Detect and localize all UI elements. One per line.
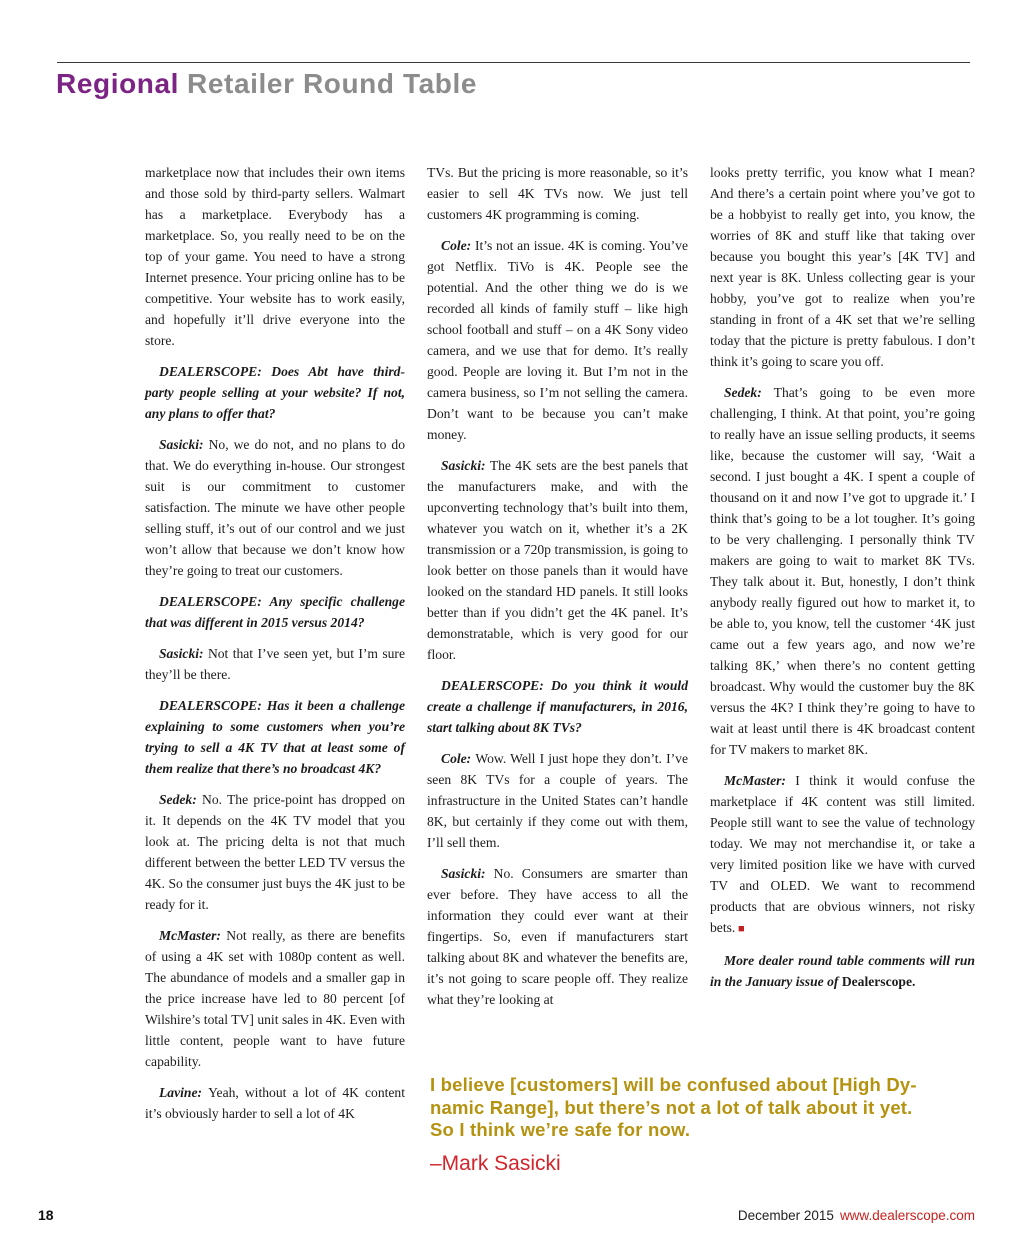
page-title: [56, 68, 477, 100]
speaker-label: McMaster:: [159, 928, 227, 943]
paragraph: Lavine: Yeah, without a lot of 4K content it’s obviously harder to sell a lot of 4K: [145, 1085, 405, 1121]
paragraph: Sasicki: No. Consumers are smarter than ever before. They have access to all the information they could ever want at their fingertips. So, even if manufacturers start talking about 8K and whatever the benefits are, it’s not going to scare people off. They realize what they’re looking at: [427, 866, 688, 1007]
pull-quote-attribution: –Mark Sasicki: [430, 1152, 561, 1175]
speaker-label: Sasicki:: [159, 646, 208, 661]
paragraph: McMaster: I think it would confuse the marketplace if 4K content was still limited. People still want to see the value of technology today. We may not merchandise it, or take a very limited position like we have with curved TV and OLED. We want to recommend products that are obvious winners, not risky bets. ■: [710, 773, 975, 935]
page-title-rest: Retailer Round Table: [187, 68, 478, 99]
speaker-label: Sedek:: [159, 792, 202, 807]
pull-quote: I believe [customers] will be confused about [High Dy- namic Range], but there’s not a lot of talk about it yet. So I think we’re safe for now.: [430, 1074, 917, 1140]
publication-name: Dealerscope.: [841, 974, 916, 989]
speaker-label: McMaster:: [724, 773, 796, 788]
speaker-label: DEALERSCOPE:: [159, 594, 270, 609]
paragraph: More dealer round table comments will run in the January issue of Dealerscope.: [710, 953, 975, 989]
text-column-2: [427, 162, 688, 1020]
speaker-label: Sasicki:: [441, 866, 494, 881]
speaker-label: Lavine:: [159, 1085, 209, 1100]
footer: [738, 1208, 975, 1223]
speaker-label: DEALERSCOPE:: [441, 678, 551, 693]
speaker-label: Sedek:: [724, 385, 774, 400]
paragraph: Sedek: No. The price-point has dropped on it. It depends on the 4K TV model that you look at. The pricing delta is not that much different between the better LED TV versus the 4K. So the consumer just buys the 4K just to be ready for it.: [145, 792, 405, 912]
paragraph: DEALERSCOPE: Has it been a challenge explaining to some customers when you’re trying to sell a 4K TV that at least some of them realize that there’s no broadcast 4K?: [145, 698, 405, 776]
paragraph: DEALERSCOPE: Any specific challenge that was different in 2015 versus 2014?: [145, 594, 405, 630]
footer-date: December 2015: [737, 1208, 834, 1223]
speaker-label: Sasicki:: [441, 458, 490, 473]
speaker-label: Cole:: [441, 238, 475, 253]
paragraph: Sedek: That’s going to be even more challenging, I think. At that point, you’re going to really have an issue selling products, it seems like, because the customer will say, ‘Wait a second. I just bought a 4K. I spent a couple of thousand on it and now I’ve got to upgrade it.’ I think that’s going to be a lot tougher. It’s going to be very challenging. I personally think TV makers are going to wait to market 8K TVs. They talk about it. But, honestly, I don’t think anybody really figured out how to market it, to be able to, you know, tell the customer ‘4K just came out a few years ago, and now we’re talking 8K,’ when there’s no content getting broadcast. Why would the customer buy the 8K versus the 4K? I think they’re going to have to wait at least until there is 4K broadcast content for TV makers to market 8K.: [710, 385, 975, 757]
paragraph: DEALERSCOPE: Do you think it would create a challenge if manufacturers, in 2016, start talking about 8K TVs?: [427, 678, 688, 735]
footer-link[interactable]: www.dealerscope.com: [839, 1208, 975, 1223]
paragraph: DEALERSCOPE: Does Abt have third-party people selling at your website? If not, any plans to offer that?: [145, 364, 405, 421]
text-column-1: [145, 162, 405, 1134]
page-title-accent: Regional: [56, 68, 180, 99]
speaker-label: Cole:: [441, 751, 476, 766]
text-column-3: [710, 162, 975, 1002]
header-rule: [57, 62, 970, 63]
paragraph: Sasicki: The 4K sets are the best panels that the manufacturers make, and with the upconverting technology that’s built into them, whatever you watch on it, whether it’s a 2K transmission or a 720p transmission, is going to look better on those panels than it would have looked on the standard HD panels. It still looks better than if you didn’t get the 4K panel. It’s demonstratable, which is very good for our floor.: [427, 458, 688, 662]
paragraph: looks pretty terrific, you know what I mean? And there’s a certain point where you’ve got to be a hobbyist to really get into, you know, the worries of 8K and stuff like that taking over because you bought this year’s [4K TV] and next year is 8K. Unless collecting gear is your hobby, you’ve got to realize when you’re standing in front of a 4K set that we’re selling today that the picture is pretty fabulous. I don’t think it’s going to scare you off.: [710, 165, 975, 369]
speaker-label: DEALERSCOPE:: [159, 364, 272, 379]
paragraph: Sasicki: Not that I’ve seen yet, but I’m sure they’ll be there.: [145, 646, 405, 682]
paragraph: marketplace now that includes their own items and those sold by third-party sellers. Walmart has a marketplace. Everybody has a marketplace. So, you really need to be on the top of your game. You need to have a strong Internet presence. Your pricing online has to be competitive. Your website has to work easily, and hopefully it’ll drive everyone into the store.: [145, 165, 405, 348]
speaker-label: DEALERSCOPE:: [159, 698, 267, 713]
paragraph: TVs. But the pricing is more reasonable, so it’s easier to sell 4K TVs now. We just tell customers 4K programming is coming.: [427, 165, 688, 222]
speaker-label: Sasicki:: [159, 437, 209, 452]
paragraph: Sasicki: No, we do not, and no plans to do that. We do everything in-house. Our strongest suit is our commitment to customer satisfaction. The minute we have other people selling stuff, it’s out of our control and we just won’t allow that because we don’t know how they’re going to treat our customers.: [145, 437, 405, 578]
end-of-article-icon: ■: [735, 923, 745, 935]
paragraph: Cole: Wow. Well I just hope they don’t. I’ve seen 8K TVs for a couple of years. The infrastructure in the United States can’t handle 8K, but certainly if they come out with them, I’ll sell them.: [427, 751, 688, 850]
page-number: 18: [38, 1207, 54, 1223]
paragraph: Cole: It’s not an issue. 4K is coming. You’ve got Netflix. TiVo is 4K. People see the potential. And the other thing we do is we recorded all kinds of family stuff – like high school football and stuff – on a 4K Sony video camera, and we use that for demo. It’s really good. People are loving it. But I’m not in the camera business, so I’m not selling the camera. Don’t want to be because you can’t make money.: [427, 238, 688, 442]
paragraph: McMaster: Not really, as there are benefits of using a 4K set with 1080p content as well. The abundance of models and a smaller gap in the price increase have led to 80 percent [of Wilshire’s total TV] unit sales in 4K. Even with little content, people want to have future capability.: [145, 928, 405, 1069]
